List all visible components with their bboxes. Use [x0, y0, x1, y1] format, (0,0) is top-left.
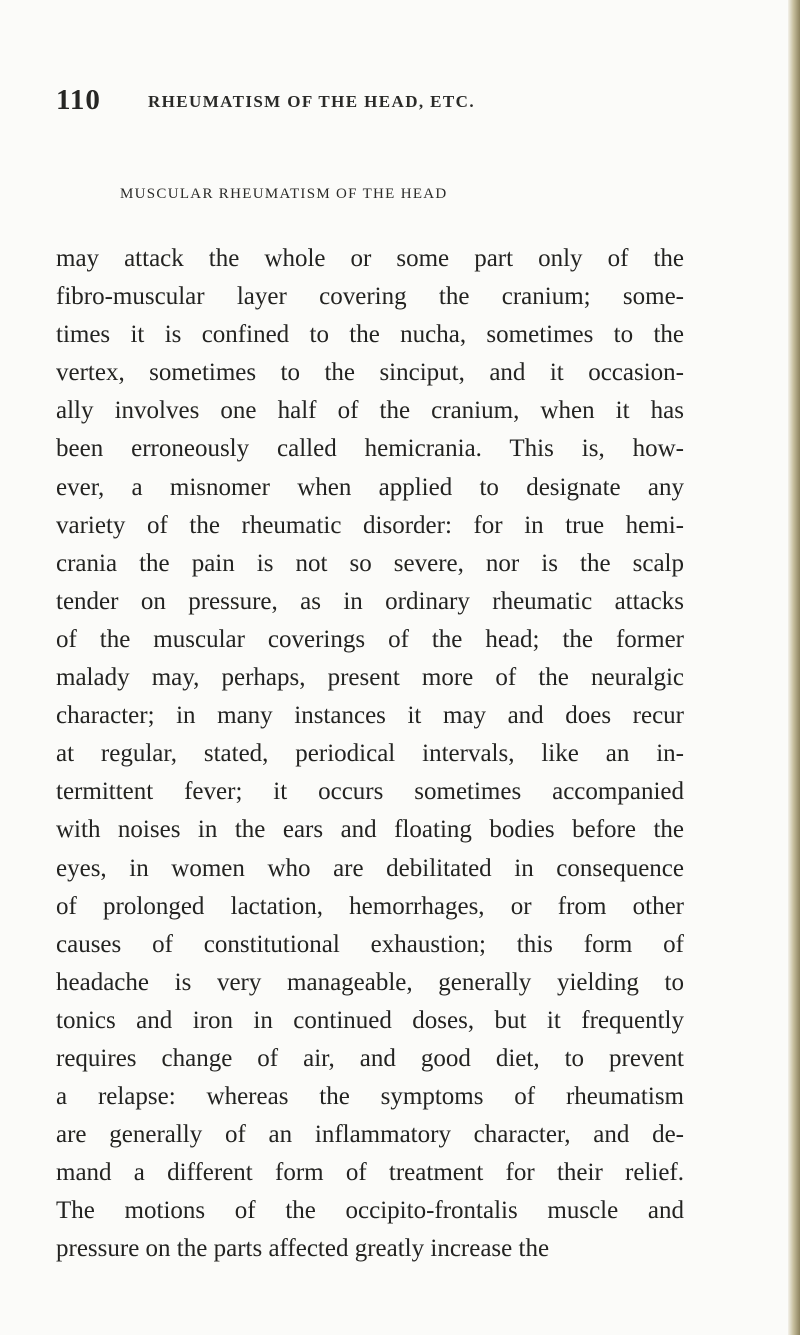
text-line: requires change of air, and good diet, to prevent	[56, 1044, 684, 1072]
text-line: pressure on the parts affected greatly increase the	[56, 1235, 550, 1263]
text-line: mand a different form of treatment for their relief.	[56, 1159, 684, 1187]
text-line: at regular, stated, periodical intervals, like an in-	[56, 740, 684, 768]
text-line: times it is confined to the nucha, sometimes to the	[56, 321, 684, 349]
text-line: termittent fever; it occurs sometimes accompanied	[56, 778, 684, 806]
running-head-title: RHEUMATISM OF THE HEAD, ETC.	[148, 92, 475, 111]
text-line: of the muscular coverings of the head; the former	[56, 625, 684, 653]
text-line: causes of constitutional exhaustion; this form of	[56, 930, 684, 958]
body-text	[56, 240, 684, 1269]
text-line: vertex, sometimes to the sinciput, and it occasion-	[56, 359, 684, 387]
text-line: variety of the rheumatic disorder: for in true hemi-	[56, 511, 684, 539]
text-line: been erroneously called hemicrania. This is, how-	[56, 435, 684, 463]
text-line: a relapse: whereas the symptoms of rheumatism	[56, 1083, 684, 1111]
text-line: tender on pressure, as in ordinary rheumatic attacks	[56, 587, 684, 615]
text-line: character; in many instances it may and does recur	[56, 702, 684, 730]
text-line: malady may, perhaps, present more of the neuralgic	[56, 664, 684, 692]
section-heading: MUSCULAR RHEUMATISM OF THE HEAD	[120, 186, 448, 202]
text-line: may attack the whole or some part only of the	[56, 245, 684, 272]
text-line: The motions of the occipito-frontalis muscle and	[56, 1197, 684, 1225]
text-line: fibro-muscular layer covering the cranium; some-	[56, 283, 684, 311]
text-line: ever, a misnomer when applied to designate any	[56, 473, 684, 501]
text-line: ally involves one half of the cranium, when it has	[56, 397, 684, 425]
running-head	[56, 84, 756, 116]
page-number: 110	[56, 84, 101, 116]
text-line: headache is very manageable, generally yielding to	[56, 968, 684, 996]
text-line: are generally of an inflammatory character, and de-	[56, 1121, 684, 1149]
text-line: with noises in the ears and floating bodies before the	[56, 816, 684, 844]
text-line: tonics and iron in continued doses, but it frequently	[56, 1006, 684, 1034]
page-edge	[788, 0, 800, 1335]
text-line: of prolonged lactation, hemorrhages, or from other	[56, 892, 684, 920]
text-line: eyes, in women who are debilitated in consequence	[56, 854, 684, 882]
text-line: crania the pain is not so severe, nor is the scalp	[56, 549, 684, 577]
